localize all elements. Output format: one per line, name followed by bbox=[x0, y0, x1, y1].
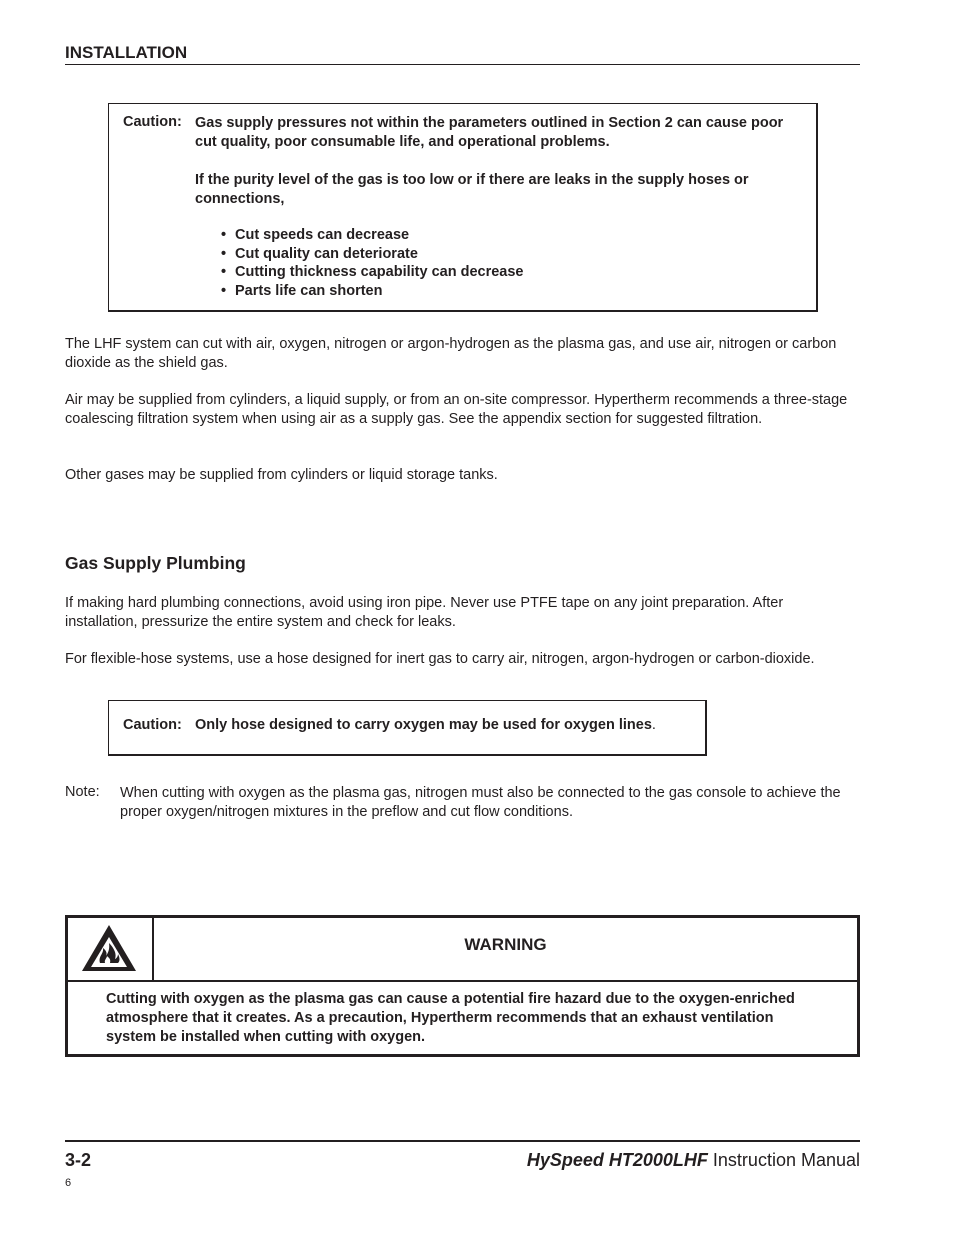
paragraph-flexible-hose: For flexible-hose systems, use a hose designed for inert gas to carry air, nitrogen, argon-hydrogen or carbon-dioxide. bbox=[65, 651, 815, 667]
note-label: Note: bbox=[65, 784, 100, 800]
warning-box bbox=[65, 915, 860, 1057]
page-sub-number: 6 bbox=[65, 1177, 72, 1189]
warning-title-cell bbox=[154, 918, 857, 982]
paragraph-other-gases: Other gases may be supplied from cylinders or liquid storage tanks. bbox=[65, 467, 498, 483]
paragraph-gas-types: The LHF system can cut with air, oxygen, nitrogen or argon-hydrogen as the plasma gas, and use air, nitrogen or carbon dioxide as the shield gas. bbox=[65, 336, 837, 371]
page-header-title: INSTALLATION bbox=[65, 43, 188, 62]
caution-box-gas-supply bbox=[108, 103, 818, 312]
header-rule bbox=[65, 64, 860, 65]
caution-text-oxygen-hose-bold: Only hose designed to carry oxygen may be used for oxygen lines bbox=[195, 717, 652, 733]
warning-text: Cutting with oxygen as the plasma gas can cause a potential fire hazard due to the oxygen-enriched atmosphere that it creates. As a precaution, Hypertherm recommends that an exhaust ventilation system be installed when cutting with oxygen. bbox=[106, 991, 795, 1045]
manual-brand: HySpeed HT2000LHF bbox=[526, 1150, 708, 1170]
manual-title bbox=[527, 1150, 860, 1171]
caution-text-pressure: Gas supply pressures not within the parameters outlined in Section 2 can cause poor cut quality, poor consumable life, and operational problems. bbox=[195, 115, 784, 150]
paragraph-air-supply: Air may be supplied from cylinders, a liquid supply, or from an on-site compressor. Hypertherm recommends a three-stage coalescing filtration system when using air as a supply gas. See the appendix section for suggested filtration. bbox=[65, 392, 848, 427]
caution-text-period: . bbox=[651, 717, 656, 733]
section-heading-gas-supply-plumbing: Gas Supply Plumbing bbox=[65, 553, 246, 573]
caution-text-oxygen-hose bbox=[195, 717, 656, 733]
list-item: • Parts life can shorten bbox=[221, 282, 524, 301]
list-item: • Cut quality can deteriorate bbox=[221, 245, 524, 264]
caution-text-purity: If the purity level of the gas is too low or if there are leaks in the supply hoses or connections, bbox=[195, 172, 749, 207]
list-item: • Cutting thickness capability can decrease bbox=[221, 263, 524, 282]
caution-label: Caution: bbox=[123, 717, 182, 733]
fire-hazard-icon bbox=[80, 923, 138, 973]
caution-bullet-list bbox=[221, 226, 524, 300]
warning-title: WARNING bbox=[464, 935, 547, 954]
paragraph-hard-plumbing: If making hard plumbing connections, avoid using iron pipe. Never use PTFE tape on any joint preparation. After installation, pressurize the entire system and check for leaks. bbox=[65, 595, 784, 630]
warning-icon-cell bbox=[68, 918, 154, 982]
caution-label: Caution: bbox=[123, 114, 182, 130]
manual-name: Instruction Manual bbox=[712, 1150, 860, 1170]
caution-box-oxygen-hose bbox=[108, 700, 707, 756]
list-item: • Cut speeds can decrease bbox=[221, 226, 524, 245]
note-text: When cutting with oxygen as the plasma gas, nitrogen must also be connected to the gas console to achieve the proper oxygen/nitrogen mixtures in the preflow and cut flow conditions. bbox=[120, 785, 841, 820]
page-number: 3-2 bbox=[65, 1150, 92, 1170]
footer-rule bbox=[65, 1140, 860, 1142]
